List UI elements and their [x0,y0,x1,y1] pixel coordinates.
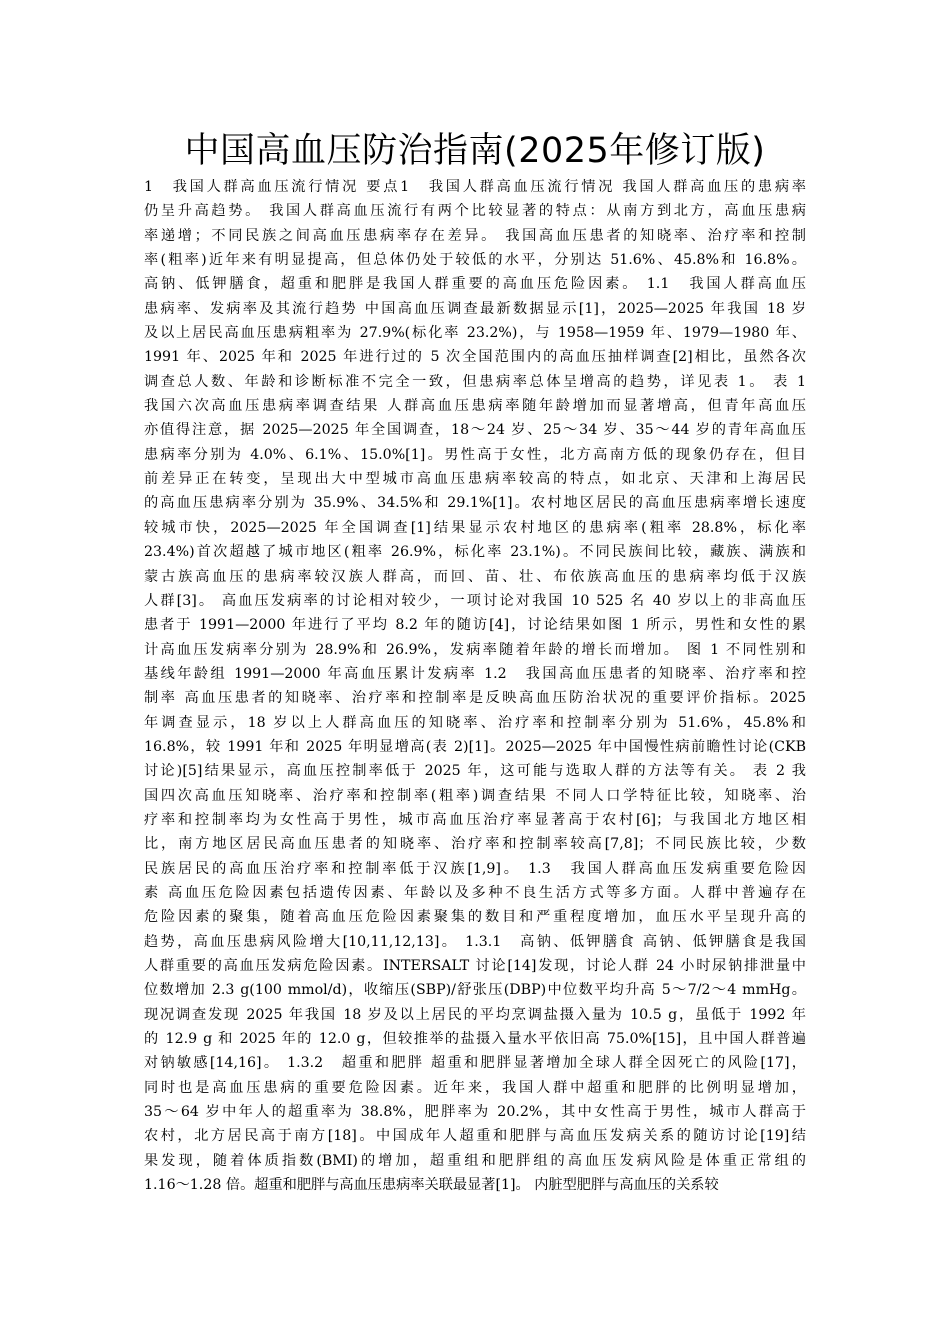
body-text-line: 人群[3]。 高血压发病率的讨论相对较少，一项讨论对我国 10 525 名 40 岁以上的非高血压 [144,592,806,609]
body-text-line: 讨论)[5]结果显示，高血压控制率低于 2025 年，这可能与选取人群的方法等有关。 表 2 我 [144,763,806,780]
body-text-line: 亦值得注意，据 2025—2025 年全国调查，18～24 岁、25～34 岁、35～44 岁的青年高血压 [144,422,806,439]
body-text-line: 现况调查发现 2025 年我国 18 岁及以上居民的平均烹调盐摄入量为 10.5 g，虽低于 1992 年 [144,1006,806,1023]
body-text-line: 国四次高血压知晓率、治疗率和控制率(粗率)调查结果 不同人口学特征比较，知晓率、治 [144,787,806,804]
body-text-line: 的高血压患病率分别为 35.9%、34.5%和 29.1%[1]。农村地区居民的高血压患病率增长速度 [144,495,806,512]
body-text-line: 民族居民的高血压治疗率和控制率低于汉族[1,9]。 1.3 我国人群高血压发病重要危险因 [144,860,806,877]
body-text-line: 调查总人数、年龄和诊断标准不完全一致，但患病率总体呈增高的趋势，详见表 1。 表 1 [144,373,806,390]
body-text-line: 趋势，高血压患病风险增大[10,11,12,13]。 1.3.1 高钠、低钾膳食 高钠、低钾膳食是我国 [144,933,806,950]
body-text-line: 患病率、发病率及其流行趋势 中国高血压调查最新数据显示[1]，2025—2025 年我国 18 岁 [144,300,806,317]
body-text-line: 患者于 1991—2000 年进行了平均 8.2 年的随访[4]，讨论结果如图 1 所示，男性和女性的累 [144,617,806,634]
body-text-line: 35～64 岁中年人的超重率为 38.8%，肥胖率为 20.2%，其中女性高于男性，城市人群高于 [144,1104,806,1121]
body-text-line: 疗率和控制率均为女性高于男性，城市高血压治疗率显著高于农村[6]；与我国北方地区相 [144,811,806,828]
body-text-line: 制率 高血压患者的知晓率、治疗率和控制率是反映高血压防治状况的重要评价指标。2025 [144,690,806,707]
body-text-line: 蒙古族高血压的患病率较汉族人群高，而回、苗、壮、布依族高血压的患病率均低于汉族 [144,568,806,585]
body-text-line: 前差异正在转变，呈现出大中型城市高血压患病率较高的特点，如北京、天津和上海居民 [144,471,806,488]
body-text-line: 率递增；不同民族之间高血压患病率存在差异。 我国高血压患者的知晓率、治疗率和控制 [144,227,806,244]
body-text-line: 高钠、低钾膳食，超重和肥胖是我国人群重要的高血压危险因素。 1.1 我国人群高血压 [144,276,806,293]
body-text-line: 16.8%，较 1991 年和 2025 年明显增高(表 2)[1]。2025—2025 年中国慢性病前瞻性讨论(CKB [144,738,806,755]
body-text-line: 1991 年、2025 年和 2025 年进行过的 5 次全国范围内的高血压抽样调查[2]相比，虽然各次 [144,349,806,366]
body-text-line: 患病率分别为 4.0%、6.1%、15.0%[1]。男性高于女性，北方高南方低的现象仍存在，但目 [144,446,806,463]
body-text-line: 危险因素的聚集，随着高血压危险因素聚集的数目和严重程度增加，血压水平呈现升高的 [144,909,806,926]
body-text-line: 及以上居民高血压患病粗率为 27.9%(标化率 23.2%)，与 1958—1959 年、1979—1980 年、 [144,325,806,342]
body-text-line: 年调查显示，18 岁以上人群高血压的知晓率、治疗率和控制率分别为 51.6%，45.8%和 [144,714,806,731]
body-text-line: 仍呈升高趋势。 我国人群高血压流行有两个比较显著的特点：从南方到北方，高血压患病 [144,203,806,220]
document-body [144,175,806,1197]
body-text-line: 人群重要的高血压发病危险因素。INTERSALT 讨论[14]发现，讨论人群 24 小时尿钠排泄量中 [144,958,806,974]
document-title: 中国高血压防治指南(2025年修订版) [184,131,766,171]
body-text-line: 素 高血压危险因素包括遗传因素、年龄以及多种不良生活方式等多方面。人群中普遍存在 [144,884,806,901]
body-text-line: 23.4%)首次超越了城市地区(粗率 26.9%，标化率 23.1%)。不同民族间比较，藏族、满族和 [144,544,806,561]
body-text-line: 的 12.9 g 和 2025 年的 12.0 g，但较推举的盐摄入量水平依旧高 75.0%[15]，且中国人群普遍 [144,1031,806,1048]
body-text-line: 率(粗率)近年来有明显提高，但总体仍处于较低的水平，分别达 51.6%、45.8%和 16.8%。 [144,252,806,269]
body-text-line: 我国六次高血压患病率调查结果 人群高血压患病率随年龄增加而显著增高，但青年高血压 [144,398,806,415]
body-text-line: 位数增加 2.3 g(100 mmol/d)，收缩压(SBP)/舒张压(DBP)中位数平均升高 5～7/2～4 mmHg。 [144,982,806,999]
body-text-line: 较城市快，2025—2025 年全国调查[1]结果显示农村地区的患病率(粗率 28.8%，标化率 [144,519,806,536]
body-text-line: 1.16～1.28 倍。超重和肥胖与高血压患病率关联最显著[1]。 内脏型肥胖与高血压的关系较 [144,1177,719,1194]
body-text-line: 基线年龄组 1991—2000 年高血压累计发病率 1.2 我国高血压患者的知晓率、治疗率和控 [144,665,806,682]
body-text-line: 计高血压发病率分别为 28.9%和 26.9%，发病率随着年龄的增长而增加。 图 1 不同性别和 [144,641,806,658]
body-text-line: 1 我国人群高血压流行情况 要点1 我国人群高血压流行情况 我国人群高血压的患病率 [144,179,806,195]
body-text-line: 农村，北方居民高于南方[18]。中国成年人超重和肥胖与高血压发病关系的随访讨论[19]结 [144,1128,806,1145]
body-text-line: 果发现，随着体质指数(BMI)的增加，超重组和肥胖组的高血压发病风险是体重正常组的 [144,1152,806,1169]
body-text-line: 同时也是高血压患病的重要危险因素。近年来，我国人群中超重和肥胖的比例明显增加， [144,1079,806,1096]
body-text-line: 对钠敏感[14,16]。 1.3.2 超重和肥胖 超重和肥胖显著增加全球人群全因死亡的风险[17]， [144,1055,806,1072]
body-text-line: 比，南方地区居民高血压患者的知晓率、治疗率和控制率较高[7,8]；不同民族比较，少数 [144,836,806,853]
